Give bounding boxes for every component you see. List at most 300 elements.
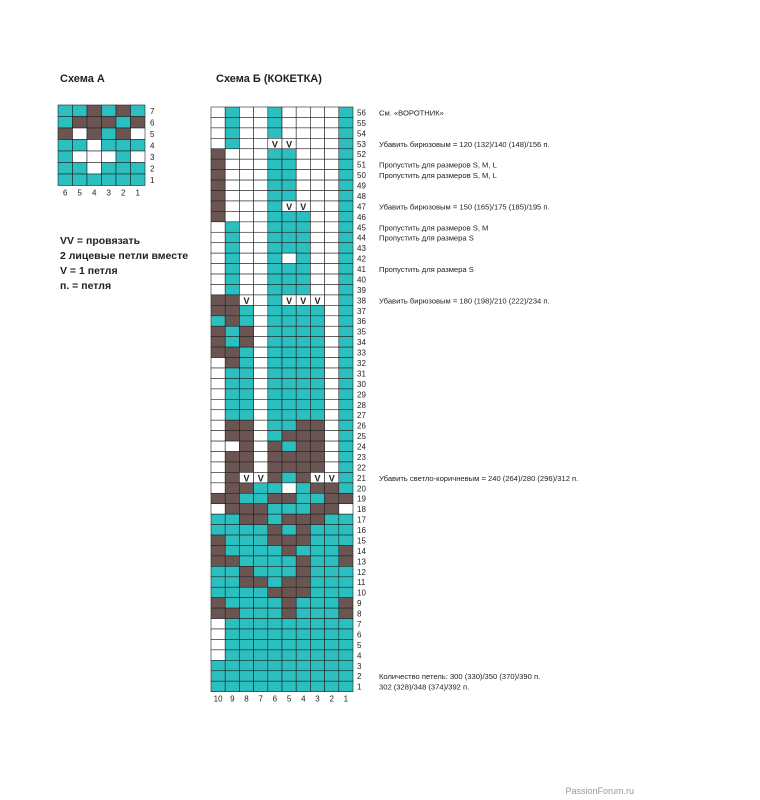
chart-cell [310, 671, 324, 681]
scheme-b-col-label: 6 [272, 694, 278, 704]
chart-cell [310, 493, 324, 503]
scheme-b-row-number: 36 [357, 317, 366, 327]
chart-cell [239, 107, 253, 117]
chart-cell [325, 629, 339, 639]
chart-cell [225, 180, 239, 190]
chart-cell [239, 170, 253, 180]
chart-cell [268, 681, 282, 691]
scheme-a-col-label: 2 [121, 188, 126, 198]
chart-cell [310, 337, 324, 347]
chart-cell [325, 159, 339, 169]
chart-cell [325, 284, 339, 294]
chart-cell [339, 128, 353, 138]
chart-cell [339, 201, 353, 211]
scheme-b-row-number: 26 [357, 421, 366, 431]
chart-cell [254, 629, 268, 639]
chart-cell [211, 535, 225, 545]
chart-cell [282, 326, 296, 336]
chart-cell [339, 545, 353, 555]
chart-cell [296, 681, 310, 691]
chart-cell [239, 577, 253, 587]
chart-cell [211, 619, 225, 629]
chart-cell [254, 170, 268, 180]
scheme-a-cell [116, 163, 131, 175]
chart-cell [296, 619, 310, 629]
chart-cell [282, 660, 296, 670]
chart-cell [282, 117, 296, 127]
chart-cell [254, 420, 268, 430]
chart-cell [339, 410, 353, 420]
chart-cell [296, 117, 310, 127]
chart-cell [339, 420, 353, 430]
chart-cell [339, 462, 353, 472]
chart-cell [282, 587, 296, 597]
chart-cell [211, 159, 225, 169]
chart-cell [310, 619, 324, 629]
decrease-mark: V [328, 473, 335, 484]
chart-cell [296, 399, 310, 409]
scheme-b-col-label: 9 [230, 694, 235, 704]
chart-cell [225, 191, 239, 201]
scheme-a-cell [131, 151, 146, 163]
scheme-b-row-number: 49 [357, 181, 366, 191]
scheme-b-row-number: 48 [357, 191, 366, 201]
chart-cell [239, 253, 253, 263]
chart-cell [296, 577, 310, 587]
chart-cell [211, 671, 225, 681]
chart-cell [211, 514, 225, 524]
chart-cell [296, 639, 310, 649]
scheme-b-row-number: 51 [357, 160, 366, 170]
chart-cell [268, 441, 282, 451]
chart-cell [282, 264, 296, 274]
chart-cell [339, 180, 353, 190]
chart-cell [211, 566, 225, 576]
chart-cell [339, 399, 353, 409]
chart-cell [282, 420, 296, 430]
chart-cell [310, 452, 324, 462]
scheme-b-row-number: 45 [357, 223, 366, 233]
chart-cell [254, 264, 268, 274]
chart-cell [239, 347, 253, 357]
chart-cell [339, 639, 353, 649]
chart-cell [339, 431, 353, 441]
chart-cell [296, 191, 310, 201]
chart-cell [268, 598, 282, 608]
chart-cell [254, 337, 268, 347]
chart-cell [339, 305, 353, 315]
chart-cell [325, 368, 339, 378]
chart-cell [254, 399, 268, 409]
scheme-b-row-number: 19 [357, 494, 366, 504]
scheme-a-chart [50, 100, 160, 198]
chart-cell [211, 358, 225, 368]
scheme-a-row-label: 1 [150, 176, 155, 185]
row-instruction: Пропустить для размера S [379, 233, 474, 243]
chart-cell [310, 170, 324, 180]
chart-cell [325, 420, 339, 430]
chart-cell [296, 504, 310, 514]
chart-cell [325, 671, 339, 681]
scheme-b-row-number: 10 [357, 588, 366, 598]
chart-cell [268, 431, 282, 441]
scheme-b-row-number: 39 [357, 285, 366, 295]
chart-cell [225, 284, 239, 294]
chart-cell [254, 452, 268, 462]
chart-cell [211, 222, 225, 232]
chart-cell [339, 149, 353, 159]
chart-cell [225, 211, 239, 221]
chart-cell [211, 525, 225, 535]
chart-cell [268, 180, 282, 190]
chart-cell [310, 326, 324, 336]
scheme-b-row-number: 52 [357, 150, 366, 160]
chart-cell [225, 170, 239, 180]
chart-cell [268, 222, 282, 232]
chart-cell [239, 587, 253, 597]
row-instruction: Убавить бирюзовым = 120 (132)/140 (148)/156 п. [379, 139, 550, 149]
scheme-a-cell [131, 105, 146, 117]
chart-cell [282, 556, 296, 566]
chart-cell [254, 514, 268, 524]
chart-cell [211, 399, 225, 409]
chart-cell [325, 211, 339, 221]
chart-cell [310, 159, 324, 169]
chart-cell [239, 264, 253, 274]
chart-cell [225, 598, 239, 608]
chart-cell [296, 420, 310, 430]
scheme-a-cell [73, 140, 88, 152]
chart-cell [239, 462, 253, 472]
chart-cell [211, 441, 225, 451]
chart-cell [282, 128, 296, 138]
chart-cell [254, 159, 268, 169]
scheme-a-col-label: 5 [77, 188, 82, 198]
chart-cell [296, 598, 310, 608]
chart-cell [282, 535, 296, 545]
chart-cell [225, 138, 239, 148]
chart-cell [239, 598, 253, 608]
chart-cell [225, 347, 239, 357]
scheme-a-cell [87, 140, 102, 152]
chart-cell [339, 358, 353, 368]
chart-cell [339, 284, 353, 294]
scheme-a-cell [131, 163, 146, 175]
chart-cell [225, 232, 239, 242]
chart-cell [211, 660, 225, 670]
chart-cell [211, 410, 225, 420]
chart-cell [339, 295, 353, 305]
chart-cell [282, 493, 296, 503]
chart-cell [282, 441, 296, 451]
chart-cell [239, 211, 253, 221]
chart-cell [225, 566, 239, 576]
chart-cell [211, 462, 225, 472]
chart-cell [211, 347, 225, 357]
scheme-b-row-number: 21 [357, 473, 366, 483]
chart-cell [310, 368, 324, 378]
chart-cell [282, 504, 296, 514]
chart-cell [254, 493, 268, 503]
scheme-a-cell [87, 163, 102, 175]
chart-cell [239, 681, 253, 691]
chart-cell [296, 358, 310, 368]
chart-cell [325, 347, 339, 357]
chart-cell [254, 556, 268, 566]
chart-cell [339, 608, 353, 618]
chart-cell [282, 598, 296, 608]
scheme-b-chart [200, 100, 760, 704]
chart-cell [211, 378, 225, 388]
chart-cell [254, 598, 268, 608]
chart-cell [254, 545, 268, 555]
chart-cell [225, 681, 239, 691]
row-instruction: См. «ВОРОТНИК» [379, 108, 444, 118]
chart-cell [225, 577, 239, 587]
chart-cell [339, 232, 353, 242]
chart-cell [325, 566, 339, 576]
chart-cell [254, 211, 268, 221]
chart-cell [296, 462, 310, 472]
scheme-a-col-label: 3 [106, 188, 111, 198]
chart-cell [268, 232, 282, 242]
chart-cell [211, 191, 225, 201]
chart-cell [310, 608, 324, 618]
chart-cell [296, 326, 310, 336]
chart-cell [211, 431, 225, 441]
chart-cell [325, 650, 339, 660]
chart-cell [239, 180, 253, 190]
chart-cell [282, 149, 296, 159]
chart-cell [296, 389, 310, 399]
chart-cell [339, 660, 353, 670]
chart-cell [296, 650, 310, 660]
chart-cell [239, 201, 253, 211]
chart-cell [239, 368, 253, 378]
chart-cell [310, 180, 324, 190]
scheme-b-row-number: 7 [357, 620, 362, 629]
scheme-a-cell [58, 174, 73, 186]
chart-cell [268, 243, 282, 253]
chart-cell [268, 619, 282, 629]
chart-cell [225, 671, 239, 681]
chart-cell [282, 191, 296, 201]
chart-cell [211, 232, 225, 242]
chart-cell [325, 462, 339, 472]
scheme-b-row-number: 47 [357, 202, 366, 212]
chart-cell [310, 545, 324, 555]
chart-cell [339, 671, 353, 681]
chart-cell [325, 305, 339, 315]
scheme-b-row-number: 35 [357, 327, 366, 337]
chart-cell [225, 452, 239, 462]
chart-cell [268, 389, 282, 399]
scheme-b-row-number: 56 [357, 108, 366, 118]
chart-cell [268, 368, 282, 378]
chart-cell [339, 504, 353, 514]
chart-cell [339, 556, 353, 566]
chart-cell [339, 347, 353, 357]
chart-cell [211, 128, 225, 138]
chart-cell [211, 295, 225, 305]
chart-cell [239, 128, 253, 138]
scheme-a-cell [73, 117, 88, 129]
chart-cell [225, 629, 239, 639]
scheme-b-row-number: 24 [357, 442, 366, 452]
row-instruction: Пропустить для размеров S, M [379, 223, 489, 233]
scheme-a-cell [73, 163, 88, 175]
chart-cell [296, 410, 310, 420]
scheme-b-row-number: 15 [357, 536, 366, 546]
chart-cell [268, 545, 282, 555]
chart-cell [296, 128, 310, 138]
chart-cell [225, 441, 239, 451]
chart-cell [268, 170, 282, 180]
scheme-a-row-label: 3 [150, 153, 155, 162]
chart-cell [310, 650, 324, 660]
chart-cell [296, 545, 310, 555]
chart-cell [296, 138, 310, 148]
chart-cell [239, 232, 253, 242]
chart-cell [325, 608, 339, 618]
chart-cell [339, 264, 353, 274]
chart-cell [282, 483, 296, 493]
chart-cell [225, 222, 239, 232]
scheme-a-cell [102, 105, 117, 117]
chart-cell [225, 295, 239, 305]
chart-cell [310, 399, 324, 409]
scheme-b-row-number: 28 [357, 400, 366, 410]
scheme-b-row-number: 6 [357, 630, 362, 640]
chart-cell [325, 180, 339, 190]
chart-cell [339, 107, 353, 117]
scheme-a-col-label: 4 [92, 188, 97, 198]
chart-cell [310, 232, 324, 242]
scheme-a-row-label: 7 [150, 107, 155, 116]
chart-cell [310, 504, 324, 514]
chart-cell [268, 587, 282, 597]
chart-cell [296, 493, 310, 503]
scheme-a-cell [131, 174, 146, 186]
chart-cell [296, 243, 310, 253]
chart-cell [211, 472, 225, 482]
chart-cell [239, 337, 253, 347]
scheme-b-col-label: 3 [315, 694, 320, 704]
chart-cell [296, 483, 310, 493]
scheme-a-cell [116, 117, 131, 129]
chart-cell [239, 441, 253, 451]
chart-cell [254, 284, 268, 294]
chart-cell [282, 545, 296, 555]
scheme-b-row-number: 38 [357, 296, 366, 306]
chart-cell [325, 619, 339, 629]
chart-cell [239, 566, 253, 576]
chart-cell [211, 483, 225, 493]
chart-cell [310, 243, 324, 253]
chart-cell [296, 671, 310, 681]
scheme-a-cell [116, 174, 131, 186]
scheme-b-row-number: 23 [357, 452, 366, 462]
chart-cell [339, 629, 353, 639]
chart-cell [254, 128, 268, 138]
chart-cell [268, 556, 282, 566]
scheme-b-col-label: 5 [286, 694, 292, 704]
chart-cell [239, 284, 253, 294]
chart-cell [268, 117, 282, 127]
chart-cell [268, 420, 282, 430]
chart-cell [211, 639, 225, 649]
chart-cell [282, 368, 296, 378]
chart-cell [268, 201, 282, 211]
decrease-mark: V [271, 139, 278, 150]
chart-cell [254, 117, 268, 127]
chart-cell [310, 316, 324, 326]
chart-cell [296, 107, 310, 117]
chart-cell [239, 243, 253, 253]
scheme-a-cell [73, 174, 88, 186]
chart-cell [239, 222, 253, 232]
chart-cell [211, 305, 225, 315]
chart-cell [211, 504, 225, 514]
scheme-b-row-number: 8 [357, 609, 362, 619]
chart-cell [282, 566, 296, 576]
chart-cell [239, 159, 253, 169]
chart-cell [211, 420, 225, 430]
chart-cell [254, 639, 268, 649]
chart-cell [225, 326, 239, 336]
chart-cell [325, 525, 339, 535]
chart-cell [339, 274, 353, 284]
scheme-b-row-number: 43 [357, 244, 366, 254]
chart-cell [254, 243, 268, 253]
legend-line: п. = петля [60, 280, 112, 292]
scheme-b-row-number: 53 [357, 139, 366, 149]
chart-cell [239, 608, 253, 618]
scheme-a-title: Схема А [60, 73, 105, 85]
row-instruction: 302 (328)/348 (374)/392 п. [379, 682, 470, 692]
chart-cell [254, 535, 268, 545]
chart-cell [225, 149, 239, 159]
chart-cell [225, 264, 239, 274]
chart-cell [296, 368, 310, 378]
chart-cell [254, 295, 268, 305]
scheme-b-row-number: 20 [357, 484, 366, 494]
chart-cell [268, 149, 282, 159]
chart-cell [282, 170, 296, 180]
chart-cell [268, 295, 282, 305]
row-instruction: Убавить бирюзовым = 150 (165)/175 (185)/195 п. [379, 202, 550, 212]
chart-cell [211, 274, 225, 284]
chart-cell [239, 410, 253, 420]
chart-cell [211, 138, 225, 148]
chart-cell [310, 274, 324, 284]
chart-cell [296, 629, 310, 639]
scheme-a-row-label: 5 [150, 130, 155, 139]
chart-cell [296, 587, 310, 597]
chart-cell [310, 378, 324, 388]
chart-cell [254, 138, 268, 148]
chart-cell [254, 316, 268, 326]
chart-cell [339, 159, 353, 169]
chart-cell [339, 619, 353, 629]
chart-cell [296, 170, 310, 180]
chart-cell [282, 347, 296, 357]
chart-cell [225, 619, 239, 629]
chart-cell [211, 211, 225, 221]
scheme-a-row-label: 2 [150, 164, 155, 174]
chart-cell [211, 650, 225, 660]
scheme-a-cell [131, 128, 146, 140]
